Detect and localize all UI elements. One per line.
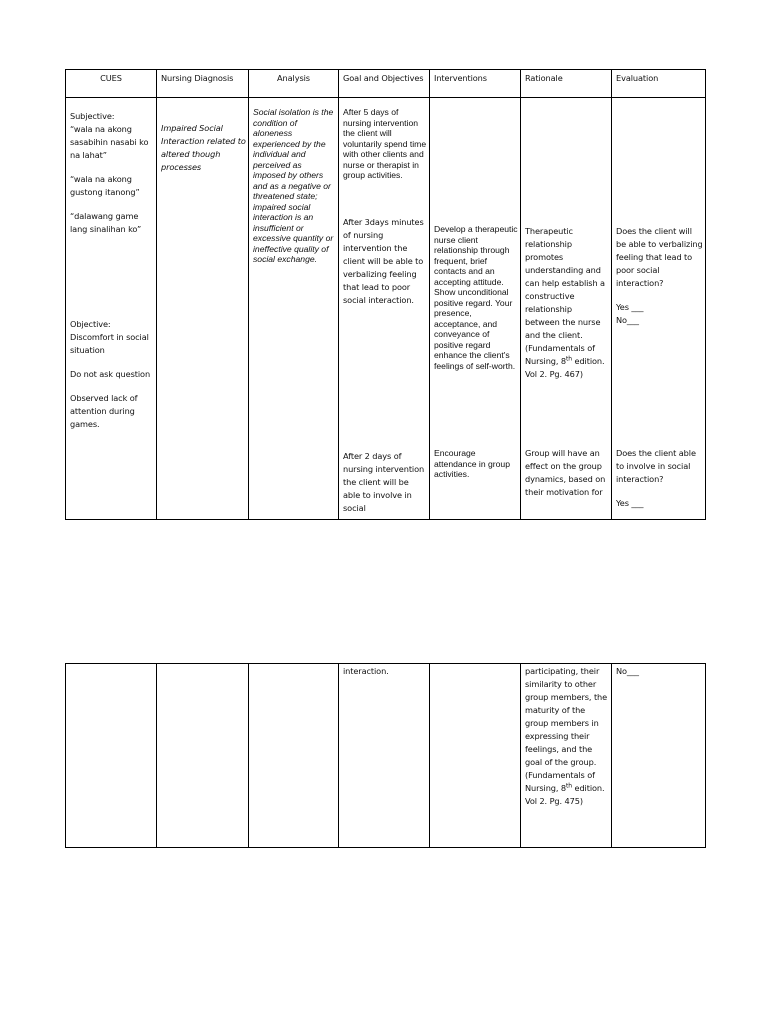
header-cues: CUES: [100, 73, 122, 83]
header-interventions: Interventions: [434, 73, 487, 83]
rationale-1-text: Therapeutic relationship promotes understanding and can help establish a constructive relationship between the nurse and the client. (Fundamentals of Nursing, 8th edition. Vol 2. Pg. 467): [525, 226, 605, 379]
content-row: [66, 98, 706, 520]
objective-cue-1: Discomfort in social situation: [70, 332, 149, 355]
header-analysis: Analysis: [277, 73, 310, 83]
analysis-cell-cont: [249, 664, 339, 848]
subjective-label: Subjective:: [70, 111, 115, 121]
cues-cell: [66, 98, 157, 520]
objective-cue-2: Do not ask question: [70, 369, 151, 379]
evaluation-1-no: No___: [616, 315, 639, 325]
header-rationale: Rationale: [525, 73, 563, 83]
interventions-cell: [430, 98, 521, 520]
evaluation-2-yes: Yes ___: [616, 498, 644, 508]
care-plan-table-page2: [65, 663, 706, 848]
rationale-2-continuation: participating, their similarity to other group members, the maturity of the group members in expressing their feelings, and the goal of the group. (Fundamentals of Nursing, 8th edition. Vol 2. Pg. 475): [525, 666, 608, 806]
subjective-cue-1: “wala na akong sasabihin nasabi ko na lahat”: [70, 124, 149, 160]
evaluation-1-question: Does the client will be able to verbalizing feeling that lead to poor social interaction?: [616, 226, 703, 288]
header-row: [66, 70, 706, 98]
rationale-2-text: Group will have an effect on the group dynamics, based on their motivation for: [525, 448, 606, 497]
continuation-row: [66, 664, 706, 848]
objective-label: Objective:: [70, 319, 111, 329]
evaluation-2-no: No___: [616, 666, 639, 676]
objective-cue-3: Observed lack of attention during games.: [70, 393, 138, 429]
goal-1-text: After 5 days of nursing intervention the client will voluntarily spend time with other clients and nurse or therapist in group activities.: [343, 107, 427, 180]
goals-cell: [339, 98, 430, 520]
header-goals: Goal and Objectives: [343, 73, 424, 83]
goals-cell-cont: [339, 664, 430, 848]
rationale-cell-cont: [521, 664, 612, 848]
diagnosis-cell-cont: [157, 664, 249, 848]
interventions-cell-cont: [430, 664, 521, 848]
goal-3-continuation: interaction.: [343, 666, 389, 676]
evaluation-cell: [612, 98, 706, 520]
diagnosis-cell: [157, 98, 249, 520]
evaluation-2-question: Does the client able to involve in social interaction?: [616, 448, 696, 484]
care-plan-table-page1: [65, 69, 706, 520]
subjective-cue-3: “dalawang game lang sinalihan ko”: [70, 211, 142, 234]
evaluation-1-yes: Yes ___: [616, 302, 644, 312]
goal-3-text: After 2 days of nursing intervention the client will be able to involve in social: [343, 451, 425, 513]
evaluation-cell-cont: [612, 664, 706, 848]
rationale-cell: [521, 98, 612, 520]
goal-2-text: After 3days minutes of nursing intervention the client will be able to verbalizing feeling that lead to poor social interaction.: [343, 217, 424, 305]
nursing-diagnosis-text: Impaired Social Interaction related to altered though processes: [161, 123, 246, 172]
analysis-text: Social isolation is the condition of aloneness experienced by the individual and perceived as imposed by others and as a negative or threatened state; impaired social interaction is an insufficient or excessive quantity or ineffective quality of social exchange.: [253, 107, 334, 264]
cues-cell-cont: [66, 664, 157, 848]
subjective-cue-2: “wala na akong gustong itanong”: [70, 174, 140, 197]
intervention-2-text: Encourage attendance in group activities.: [434, 448, 510, 479]
header-nursing-diagnosis: Nursing Diagnosis: [161, 73, 234, 83]
analysis-cell: [249, 98, 339, 520]
header-evaluation: Evaluation: [616, 73, 659, 83]
intervention-1-text: Develop a therapeutic nurse client relationship through frequent, brief contacts and an accepting attitude. Show unconditional positive regard. Your presence, acceptance, and conveyance of positive regard enhance the client's feelings of self-worth.: [434, 224, 518, 371]
